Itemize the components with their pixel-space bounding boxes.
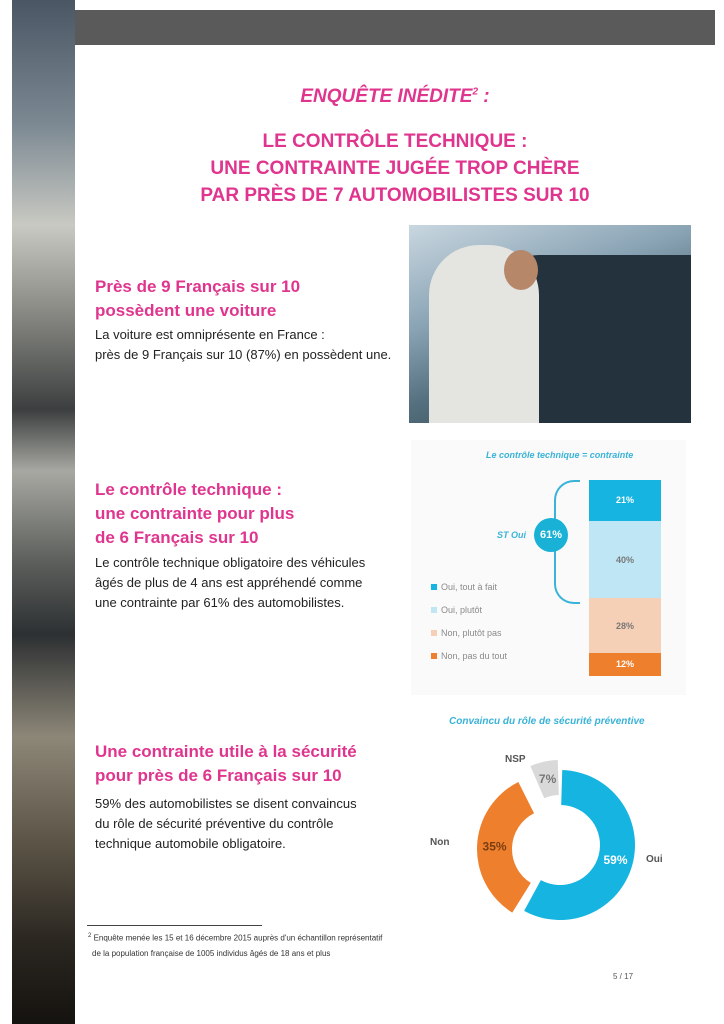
bar-segment: 12% [589, 653, 661, 676]
section-body-ownership: La voiture est omniprésente en France : près de 9 Français sur 10 (87%) en possèdent une. [95, 327, 392, 362]
donut-value-label: 59% [603, 853, 628, 868]
donut-value-label: 7% [538, 771, 557, 786]
legend-label: Oui, plutôt [441, 605, 483, 615]
legend-label: Non, pas du tout [441, 651, 508, 661]
bar-segment: 28% [589, 598, 661, 652]
constraint-chart [411, 440, 686, 695]
subtitle-line: UNE CONTRAINTE JUGÉE TROP CHÈRE [210, 158, 580, 179]
legend-label: Non, plutôt pas [441, 628, 502, 638]
legend-swatch [431, 607, 437, 613]
section-body-constraint: Le contrôle technique obligatoire des véhicules âgés de plus de 4 ans est appréhendé comme une contrainte par 61% des automobilistes. [95, 555, 366, 610]
chart-title: Le contrôle technique = contrainte [486, 450, 634, 460]
survey-title: ENQUÊTE INÉDITE$^2$ : [300, 86, 490, 107]
man-with-car-photo [409, 225, 691, 423]
footnote: $^2$ Enquête menée les 15 et 16 décembre 2015 auprès d'un échantillon représentatif de la population française de 1005 individus âgés de 18 ans et plus [88, 933, 383, 958]
top-header-bar [75, 10, 715, 45]
legend-swatch [431, 653, 437, 659]
donut-value-label: 35% [482, 839, 507, 854]
legend-swatch [431, 630, 437, 636]
section-heading-safety: Une contrainte utile à la sécurité pour près de 6 Français sur 10 [95, 742, 357, 785]
legend-item [431, 651, 507, 661]
st-oui-label: ST Oui [497, 530, 526, 540]
section-heading-ownership: Près de 9 Français sur 10 possèdent une voiture [95, 277, 301, 320]
st-oui-value-badge: 61% [534, 518, 568, 552]
donut-category-label: NSP [505, 754, 526, 765]
legend-label: Oui, tout à fait [441, 582, 498, 592]
legend-item [431, 605, 482, 615]
bar-segment: 40% [589, 521, 661, 599]
section-body-safety: 59% des automobilistes se disent convaincus du rôle de sécurité préventive du contrôle technique automobile obligatoire. [95, 796, 357, 851]
survey-subtitle [75, 128, 715, 209]
page-number: 5 / 17 [613, 972, 634, 981]
safety-donut-chart [420, 730, 700, 930]
footnote-divider [87, 925, 262, 926]
donut-category-label: Oui [646, 854, 663, 865]
subtitle-line: PAR PRÈS DE 7 AUTOMOBILISTES SUR 10 [200, 185, 590, 206]
subtitle-line: LE CONTRÔLE TECHNIQUE : [262, 131, 528, 152]
legend-item [431, 582, 497, 592]
legend-item [431, 628, 502, 638]
legend-swatch [431, 584, 437, 590]
donut-slice [524, 770, 635, 920]
side-photo-strip [0, 0, 75, 1024]
section-heading-constraint: Le contrôle technique : une contrainte pour plus de 6 Français sur 10 [95, 480, 295, 547]
donut-title: Convaincu du rôle de sécurité préventive [449, 716, 645, 727]
donut-category-label: Non [430, 837, 450, 848]
bar-segment: 21% [589, 480, 661, 521]
